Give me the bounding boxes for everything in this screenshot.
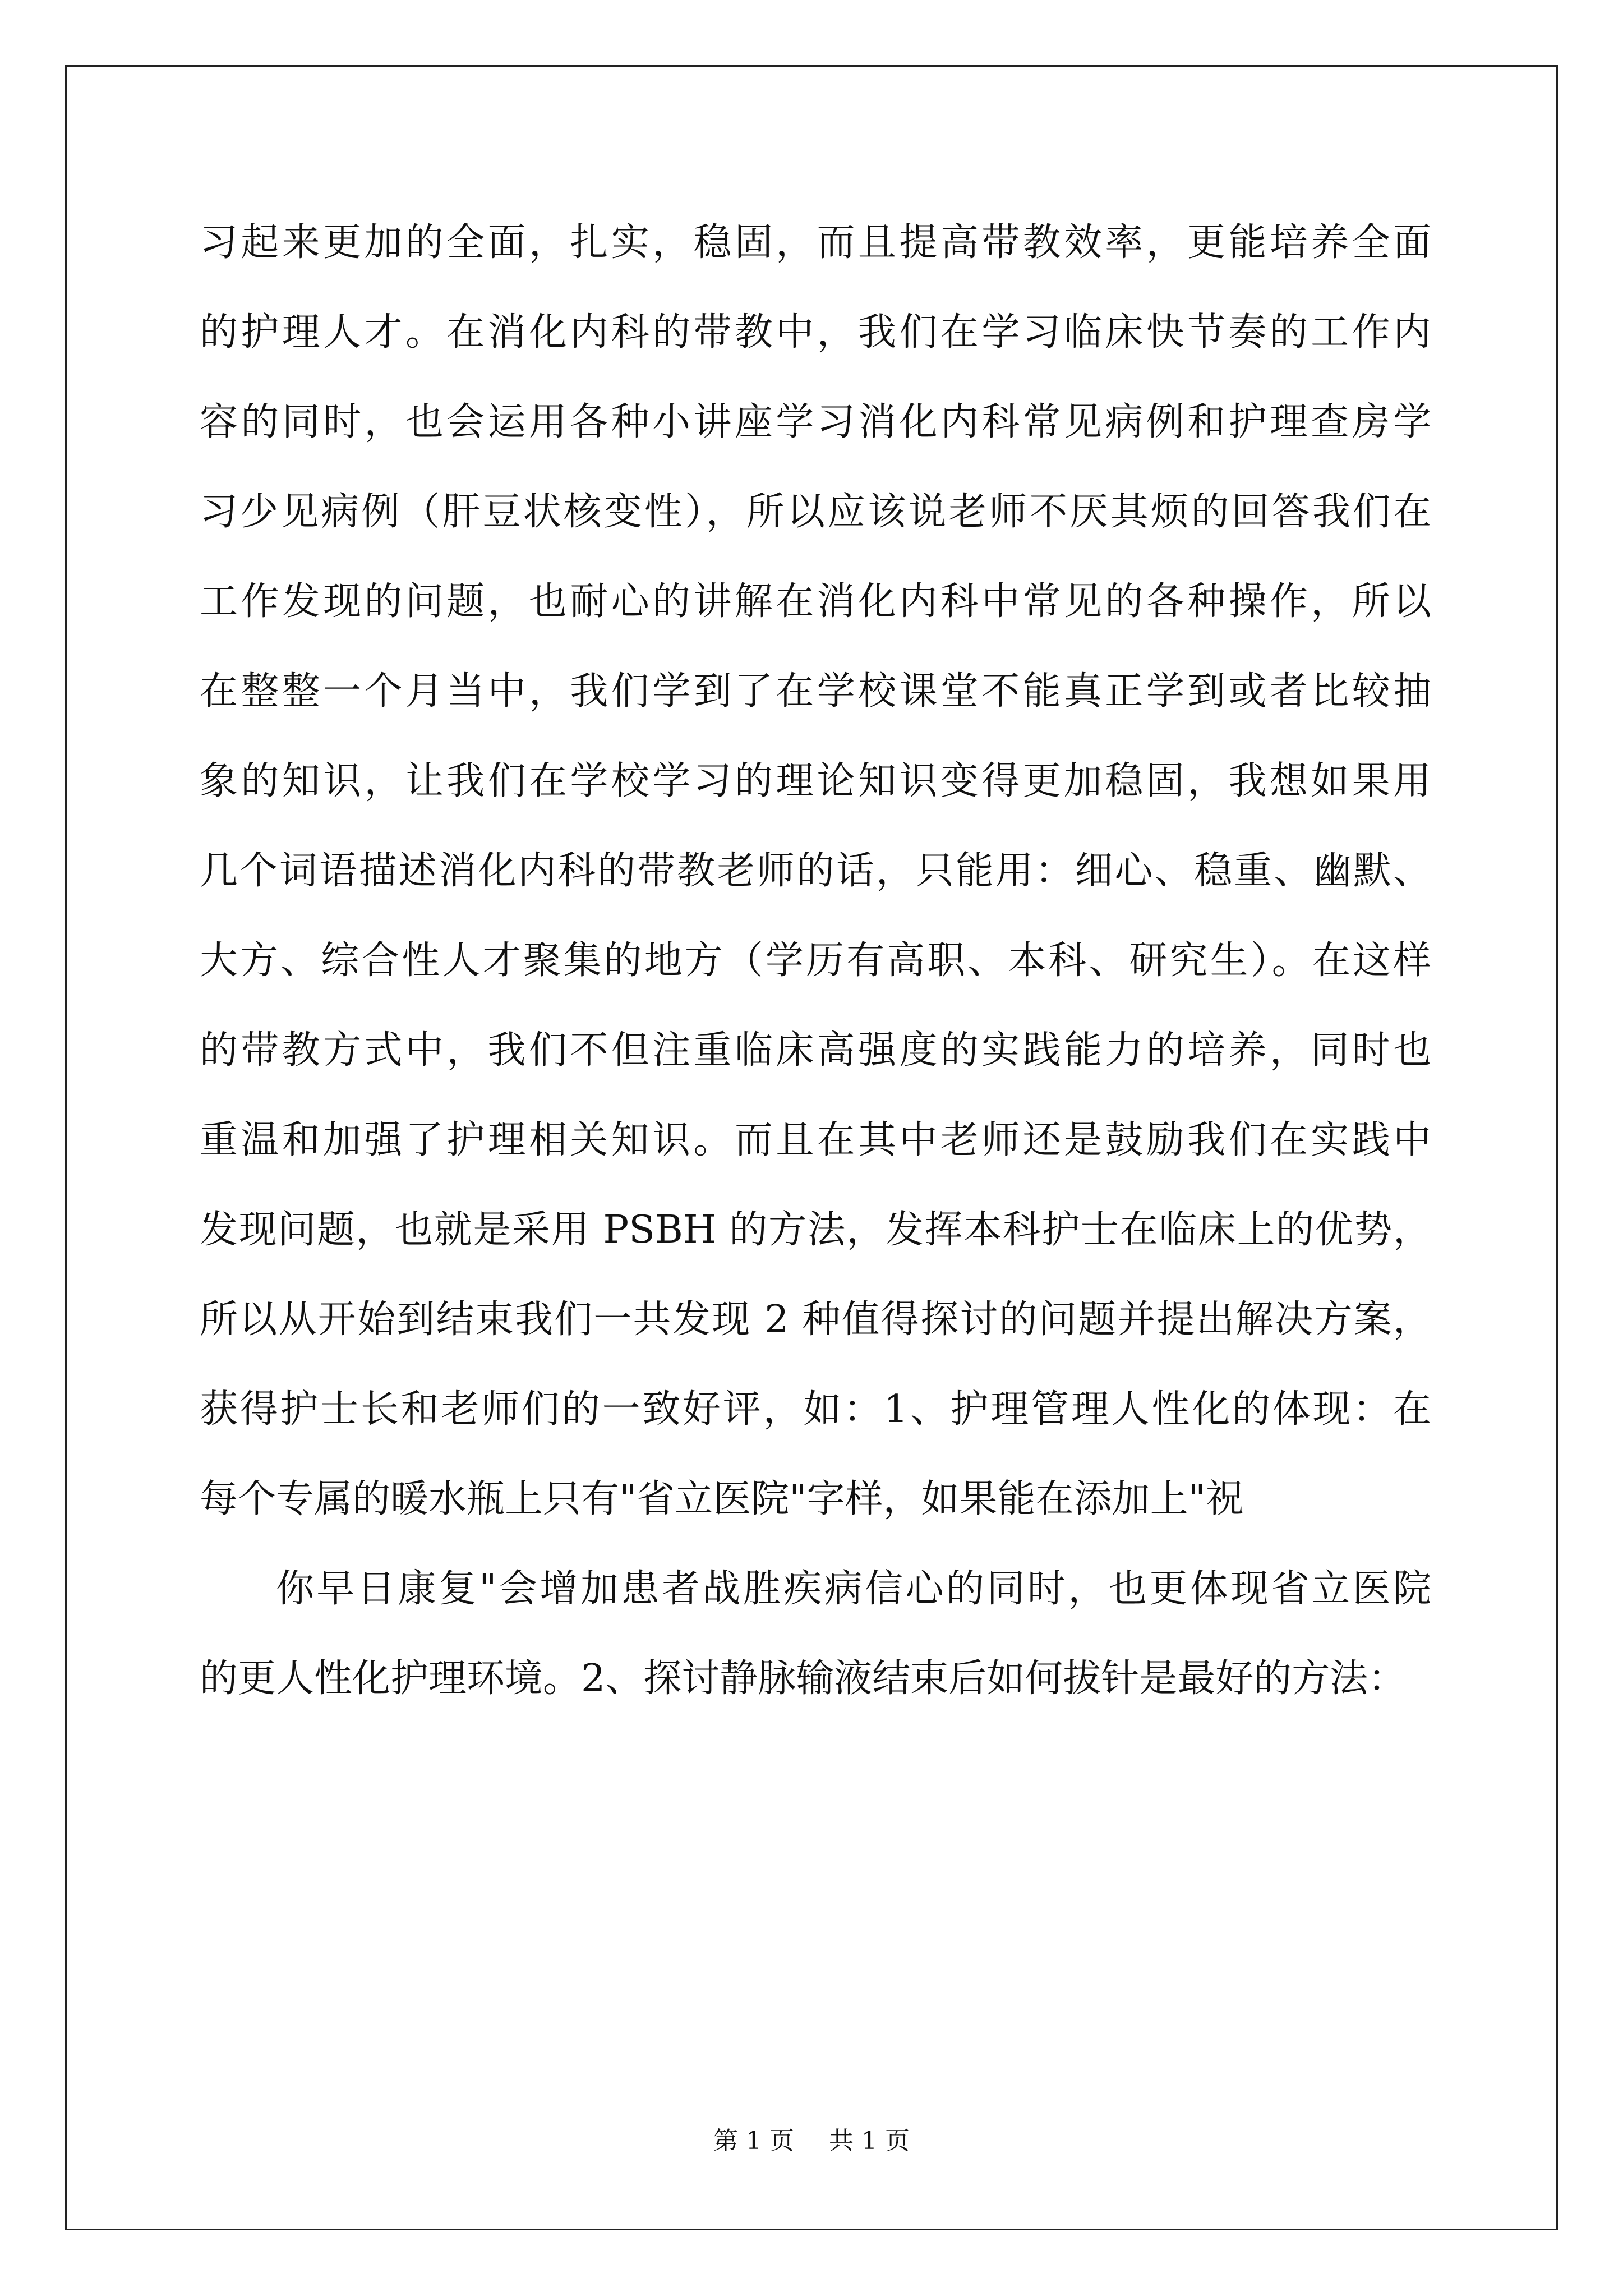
text-line: 获得护士长和老师们的一致好评，如：1、护理管理人性化的体现：在 (200, 1387, 1431, 1432)
text-line: 所以从开始到结束我们一共发现 2 种值得探讨的问题并提出解决方案， (200, 1297, 1431, 1342)
text-line: 几个词语描述消化内科的带教老师的话，只能用：细心、稳重、幽默、 (200, 849, 1431, 893)
text-line: 工作发现的问题，也耐心的讲解在消化内科中常见的各种操作，所以 (200, 579, 1431, 624)
page-number: 第 1 页 (713, 2127, 794, 2155)
text-line-paragraph-start: 你早日康复"会增加患者战胜疾病信心的同时，也更体现省立医院 (276, 1567, 1431, 1611)
text-line: 大方、综合性人才聚集的地方（学历有高职、本科、研究生）。在这样 (200, 938, 1431, 983)
document-body (200, 222, 1431, 1747)
text-line: 习少见病例（肝豆状核变性），所以应该说老师不厌其烦的回答我们在 (200, 490, 1431, 534)
text-line: 每个专属的暖水瓶上只有"省立医院"字样，如果能在添加上"祝 (200, 1477, 1244, 1521)
text-line: 的更人性化护理环境。2、探讨静脉输液结束后如何拔针是最好的方法： (200, 1657, 1407, 1701)
page-total: 共 1 页 (829, 2127, 910, 2155)
text-line: 象的知识，让我们在学校学习的理论知识变得更加稳固，我想如果用 (200, 759, 1431, 803)
text-line: 重温和加强了护理相关知识。而且在其中老师还是鼓励我们在实践中 (200, 1118, 1431, 1162)
text-line: 容的同时，也会运用各种小讲座学习消化内科常见病例和护理查房学 (200, 400, 1431, 444)
text-line: 的带教方式中，我们不但注重临床高强度的实践能力的培养，同时也 (200, 1028, 1431, 1073)
text-line: 的护理人才。在消化内科的带教中，我们在学习临床快节奏的工作内 (200, 310, 1431, 355)
text-line: 在整整一个月当中，我们学到了在学校课堂不能真正学到或者比较抽 (200, 669, 1431, 714)
text-line: 发现问题，也就是采用 PSBH 的方法，发挥本科护士在临床上的优势， (200, 1208, 1431, 1252)
page-footer (0, 2120, 1623, 2156)
text-line: 习起来更加的全面，扎实，稳固，而且提高带教效率，更能培养全面 (200, 220, 1431, 265)
